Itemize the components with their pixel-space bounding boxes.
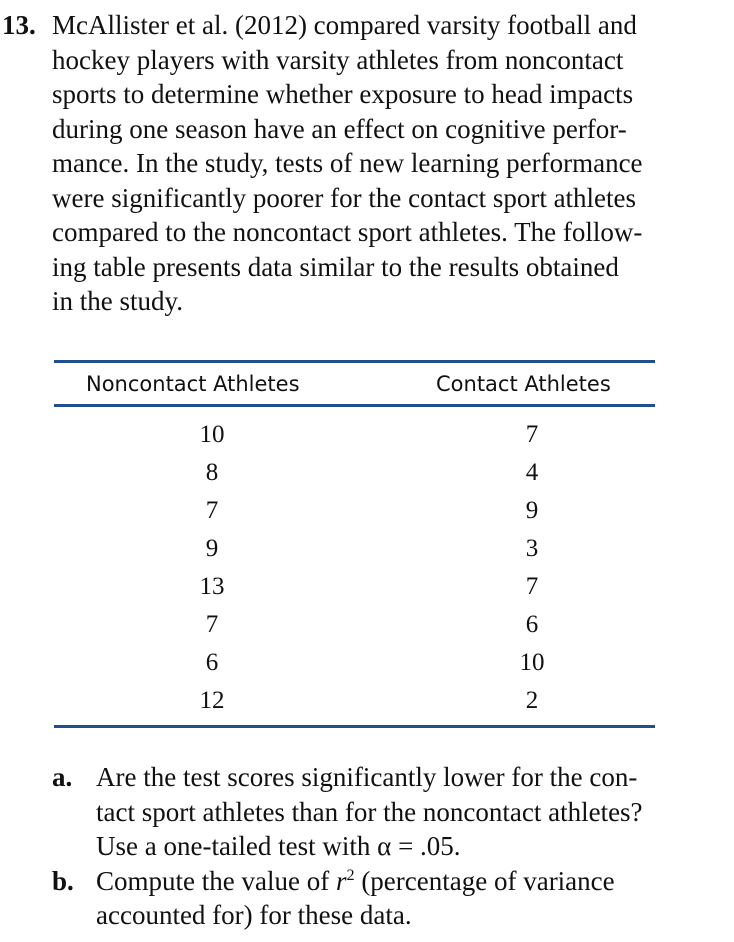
contact-score: 7 (525, 421, 539, 448)
table-row (54, 416, 655, 454)
contact-score: 3 (525, 535, 539, 562)
part-a-line: Use a one-tailed test with α = .05. (96, 831, 461, 861)
part-b-line: accounted for) for these data. (96, 900, 412, 930)
table-row (54, 530, 655, 568)
question-parts (0, 760, 720, 933)
table-top-rule (54, 360, 655, 363)
problem-text-line: mance. In the study, tests of new learning performance (52, 148, 643, 178)
contact-score: 4 (525, 459, 539, 486)
header-contact: Contact Athletes (436, 372, 611, 396)
problem-text-line: in the study. (52, 286, 183, 316)
part-b-text (96, 864, 716, 933)
noncontact-score: 9 (205, 535, 219, 562)
problem-text-line: sports to determine whether exposure to head impacts (52, 79, 634, 109)
noncontact-score: 7 (205, 497, 219, 524)
part-a-line: Are the test scores significantly lower for the con- (96, 762, 638, 792)
part-a (0, 760, 720, 864)
problem-text (52, 8, 718, 319)
table-row (54, 454, 655, 492)
problem-text-line: hockey players with varsity athletes from noncontact (52, 44, 624, 75)
noncontact-score: 7 (205, 611, 219, 638)
problem-text-line: ing table presents data similar to the results obtained (52, 251, 619, 282)
contact-score: 6 (525, 611, 539, 638)
part-a-line: tact sport athletes than for the noncontact athletes? (96, 796, 643, 827)
part-b-text-after: (percentage of variance (354, 865, 615, 896)
part-a-text (96, 760, 716, 864)
problem-text-line: were significantly poorer for the contact sport athletes (52, 182, 637, 213)
table-row (54, 606, 655, 644)
contact-score: 9 (525, 497, 539, 524)
problem-number: 13. (2, 10, 36, 40)
table-row (54, 644, 655, 682)
table-header-rule (54, 404, 655, 407)
noncontact-score: 13 (199, 573, 225, 600)
part-b (0, 864, 720, 933)
contact-score: 10 (519, 649, 545, 676)
problem-text-line: McAllister et al. (2012) compared varsity football and (52, 10, 637, 40)
contact-score: 7 (525, 573, 539, 600)
table-bottom-rule (54, 725, 655, 728)
contact-score: 2 (525, 687, 539, 714)
problem-text-line: compared to the noncontact sport athletes. The follow- (52, 217, 643, 247)
exponent: 2 (346, 865, 355, 884)
part-b-line (96, 864, 716, 899)
noncontact-score: 6 (205, 649, 219, 676)
noncontact-score: 8 (205, 459, 219, 486)
part-b-text-before: Compute the value of (96, 865, 336, 896)
noncontact-score: 12 (199, 687, 225, 714)
table-row (54, 682, 655, 720)
part-a-letter: a. (52, 762, 73, 792)
variable-r: r (335, 865, 347, 896)
header-noncontact: Noncontact Athletes (86, 372, 300, 396)
table-row (54, 568, 655, 606)
table-body (54, 416, 655, 720)
table-row (54, 492, 655, 530)
part-b-letter: b. (52, 865, 74, 896)
problem-text-line: during one season have an effect on cognitive perfor- (52, 113, 627, 144)
noncontact-score: 10 (199, 421, 225, 448)
